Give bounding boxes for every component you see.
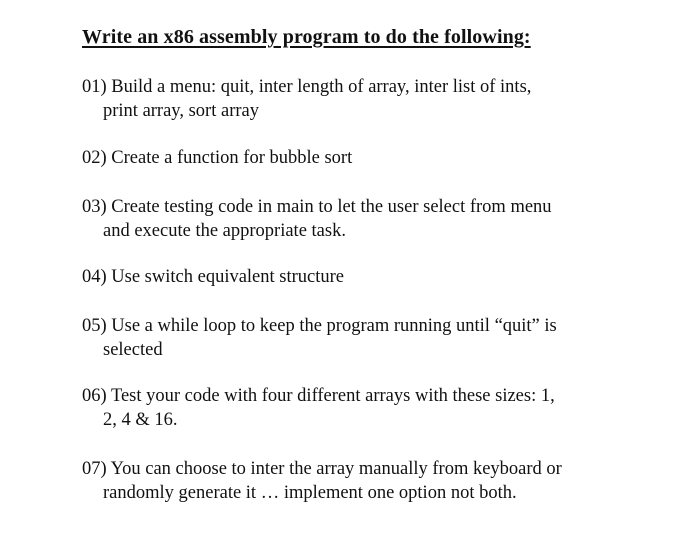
document-title: Write an x86 assembly program to do the following: xyxy=(82,26,531,48)
requirement-item xyxy=(82,75,642,123)
requirement-text: 03) Create testing code in main to let the user select from menu xyxy=(82,197,552,217)
requirement-text-continued: randomly generate it … implement one option not both. xyxy=(103,483,517,503)
requirement-text: 07) You can choose to inter the array manually from keyboard or xyxy=(82,459,562,479)
requirement-item xyxy=(82,314,642,362)
requirement-text: 05) Use a while loop to keep the program running until “quit” is xyxy=(82,316,557,336)
requirement-item xyxy=(82,457,642,505)
requirement-item xyxy=(82,195,642,243)
requirement-text-continued: 2, 4 & 16. xyxy=(103,410,178,430)
requirement-text-continued: print array, sort array xyxy=(103,101,259,121)
requirement-text: 06) Test your code with four different arrays with these sizes: 1, xyxy=(82,386,555,406)
requirement-text: 02) Create a function for bubble sort xyxy=(82,148,353,168)
requirement-item xyxy=(82,265,642,289)
requirement-text: 04) Use switch equivalent structure xyxy=(82,267,345,287)
requirement-text: 01) Build a menu: quit, inter length of array, inter list of ints, xyxy=(82,77,532,97)
requirement-text-continued: and execute the appropriate task. xyxy=(103,221,346,241)
requirement-item xyxy=(82,146,642,170)
requirement-item xyxy=(82,384,642,432)
requirement-text-continued: selected xyxy=(103,340,163,360)
